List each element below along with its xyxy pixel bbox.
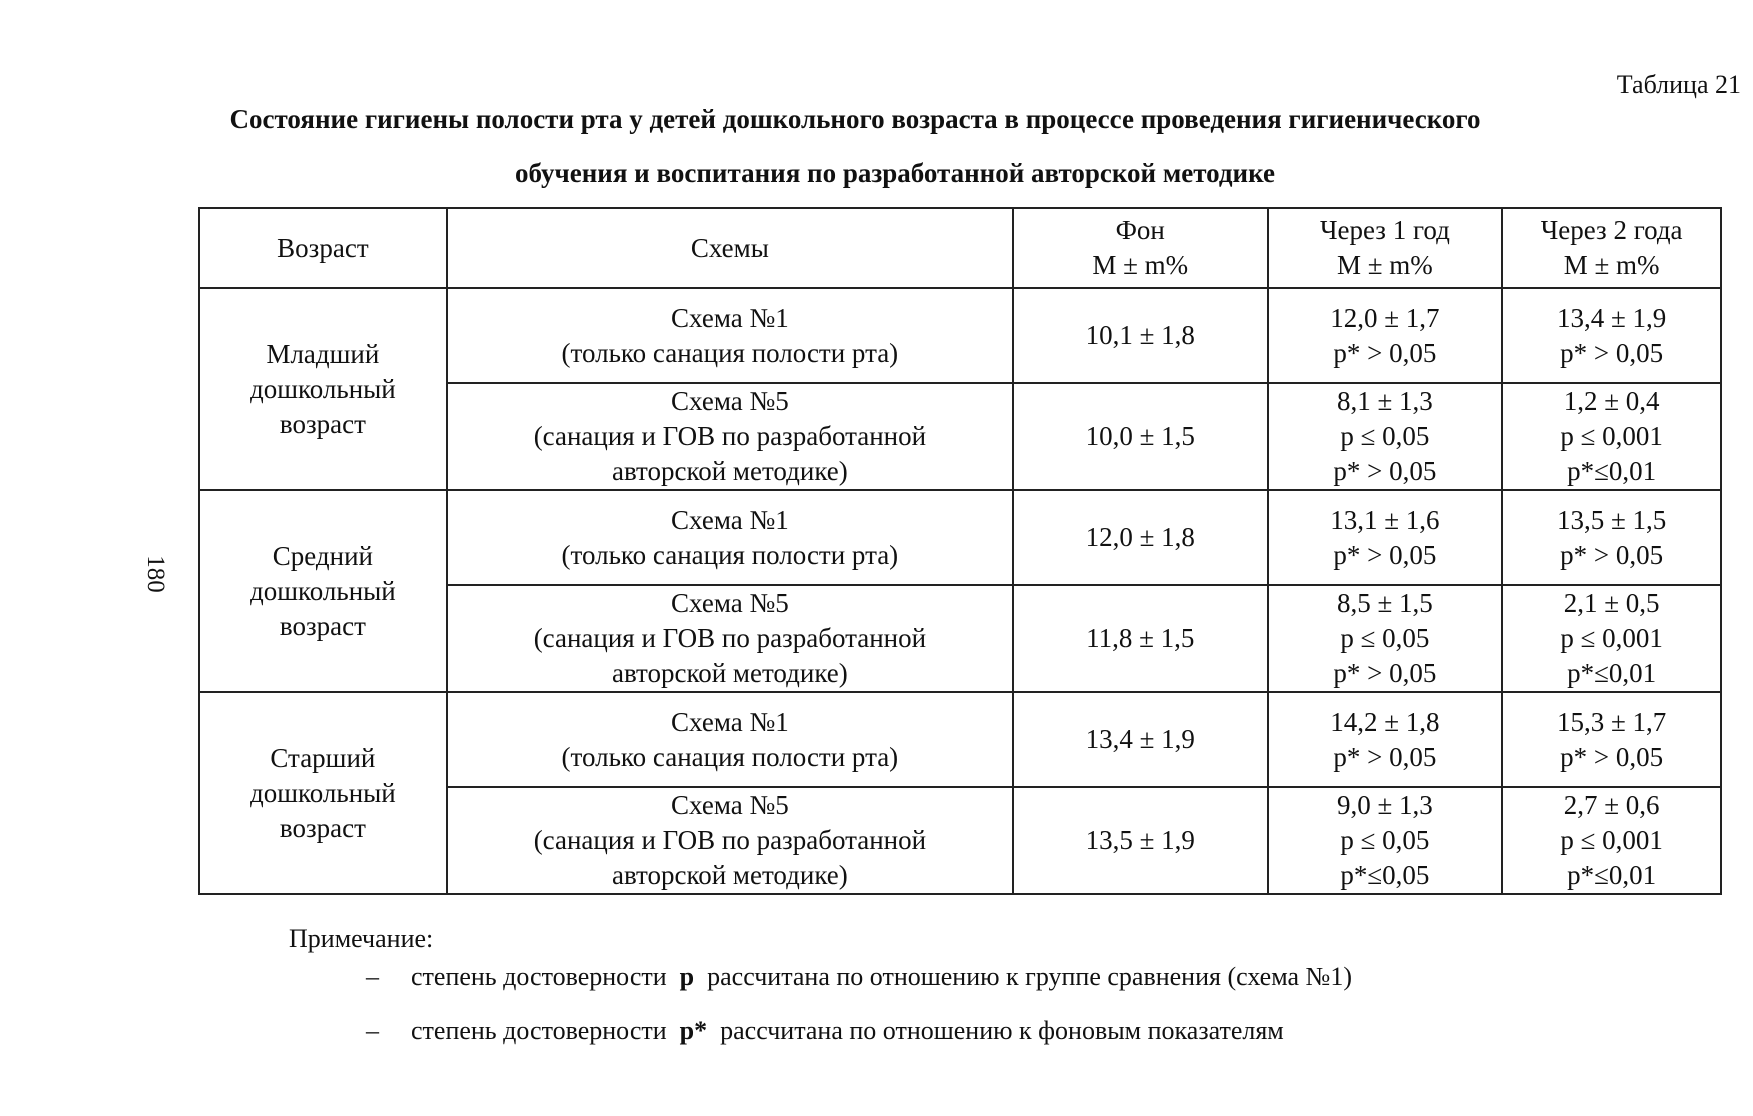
age-group-cell: Старший дошкольный возраст [199, 692, 447, 894]
note-title: Примечание: [289, 924, 434, 953]
table-header-row [199, 208, 1721, 288]
after-1-year-cell: 8,1 ± 1,3 p ≤ 0,05 p* > 0,05 [1268, 383, 1503, 490]
header-background: Фон M ± m% [1013, 208, 1268, 288]
header-after-2-years: Через 2 года M ± m% [1502, 208, 1721, 288]
header-unit: M ± m% [1092, 250, 1189, 280]
scheme-cell: Схема №5 (санация и ГОВ по разработанной авторской методике) [447, 585, 1013, 692]
table-row [199, 490, 1721, 585]
header-after-1-year: Через 1 год M ± m% [1268, 208, 1503, 288]
table-row [199, 692, 1721, 787]
header-schemes: Схемы [447, 208, 1013, 288]
table-row [199, 288, 1721, 383]
scheme-cell: Схема №5 (санация и ГОВ по разработанной авторской методике) [447, 383, 1013, 490]
after-2-years-cell: 13,4 ± 1,9 p* > 0,05 [1502, 288, 1721, 383]
scheme-cell: Схема №1 (только санация полости рта) [447, 288, 1013, 383]
after-1-year-cell: 14,2 ± 1,8 p* > 0,05 [1268, 692, 1503, 787]
background-value-cell: 11,8 ± 1,5 [1013, 585, 1268, 692]
header-age: Возраст [199, 208, 447, 288]
note-item-p-star: – степень достоверности p* рассчитана по отношению к фоновым показателям [366, 1016, 1284, 1045]
scheme-cell: Схема №1 (только санация полости рта) [447, 490, 1013, 585]
age-group-cell: Средний дошкольный возраст [199, 490, 447, 692]
scheme-cell: Схема №5 (санация и ГОВ по разработанной авторской методике) [447, 787, 1013, 894]
table-title-line-2: обучения и воспитания по разработанной авторской методике [515, 158, 1275, 188]
background-value-cell: 10,0 ± 1,5 [1013, 383, 1268, 490]
background-value-cell: 13,4 ± 1,9 [1013, 692, 1268, 787]
note-item-p: – степень достоверности p рассчитана по отношению к группе сравнения (схема №1) [366, 962, 1352, 991]
after-2-years-cell: 2,7 ± 0,6 p ≤ 0,001 p*≤0,01 [1502, 787, 1721, 894]
after-1-year-cell: 9,0 ± 1,3 p ≤ 0,05 p*≤0,05 [1268, 787, 1503, 894]
age-group-cell: Младший дошкольный возраст [199, 288, 447, 490]
scheme-cell: Схема №1 (только санация полости рта) [447, 692, 1013, 787]
after-2-years-cell: 13,5 ± 1,5 p* > 0,05 [1502, 490, 1721, 585]
table-number-label: Таблица 21 [1616, 70, 1741, 99]
table-body [199, 288, 1721, 894]
after-2-years-cell: 1,2 ± 0,4 p ≤ 0,001 p*≤0,01 [1502, 383, 1721, 490]
background-value-cell: 13,5 ± 1,9 [1013, 787, 1268, 894]
background-value-cell: 10,1 ± 1,8 [1013, 288, 1268, 383]
hygiene-results-table [198, 207, 1722, 895]
after-1-year-cell: 12,0 ± 1,7 p* > 0,05 [1268, 288, 1503, 383]
table-title-line-1: Состояние гигиены полости рта у детей дошкольного возраста в процессе проведения гигиенического [229, 104, 1481, 134]
after-1-year-cell: 8,5 ± 1,5 p ≤ 0,05 p* > 0,05 [1268, 585, 1503, 692]
after-2-years-cell: 15,3 ± 1,7 p* > 0,05 [1502, 692, 1721, 787]
background-value-cell: 12,0 ± 1,8 [1013, 490, 1268, 585]
after-1-year-cell: 13,1 ± 1,6 p* > 0,05 [1268, 490, 1503, 585]
header-unit: M ± m% [1563, 250, 1660, 280]
after-2-years-cell: 2,1 ± 0,5 p ≤ 0,001 p*≤0,01 [1502, 585, 1721, 692]
header-unit: M ± m% [1336, 250, 1433, 280]
page-number: 180 [141, 555, 169, 593]
